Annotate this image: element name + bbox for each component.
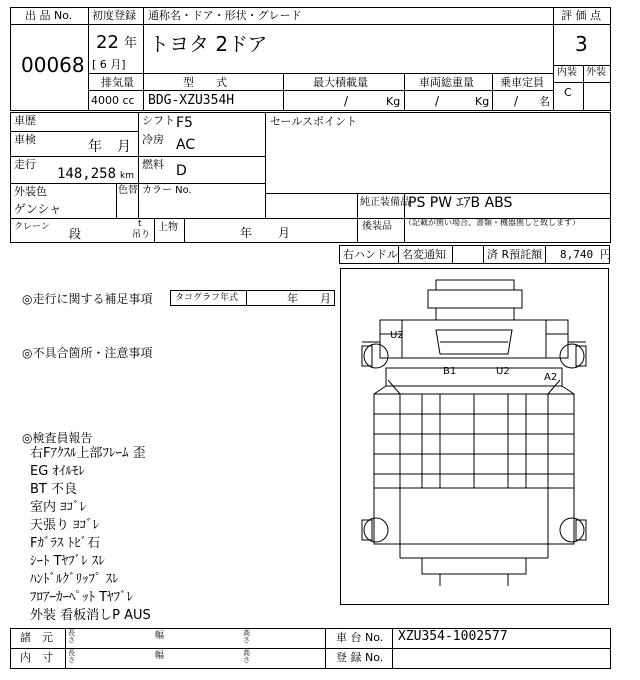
capacity-label: 乗車定員 — [500, 76, 544, 89]
name-label: 通称名・ドア・形状・グレード — [148, 9, 302, 22]
aftermarket-note: （記載が無い場合、書類・機器無しと致します） — [404, 218, 580, 227]
inspector-line: 天張り ﾖｺﾞﾚ — [30, 518, 100, 533]
chassis-no: XZU354-1002577 — [398, 629, 508, 644]
capacity: / — [514, 94, 519, 108]
dims-label: 諸 元 — [20, 631, 53, 644]
interior-grade: C — [564, 86, 572, 99]
name-change-label: 名変通知 — [402, 248, 446, 261]
interior-dims-label: 内 寸 — [20, 651, 53, 664]
gross-weight-unit: Kg — [475, 95, 490, 108]
mileage-unit: km — [120, 171, 134, 181]
inspector-line: BT 不良 — [30, 482, 77, 497]
ac: AC — [176, 137, 196, 153]
max-load-unit: Kg — [386, 95, 401, 108]
displacement-label: 排気量 — [101, 76, 134, 89]
grade-label: 評 価 点 — [561, 9, 601, 22]
crane-lift: 吊り — [132, 230, 151, 240]
tachograph-label: タコグラフ年式 — [175, 293, 239, 303]
car-name: トヨタ 2ドア — [149, 32, 268, 56]
tacho-month: 月 — [320, 292, 331, 305]
diagram-mark-u2-right: U2 — [496, 366, 510, 377]
model-label: 型 式 — [183, 76, 227, 89]
model-code: BDG-XZU354H — [148, 93, 235, 108]
inspector-line: Fｶﾞﾗｽ ﾄﾋﾞ石 — [30, 536, 101, 551]
color-change-label: 色替 — [118, 185, 138, 196]
yen-unit: 円 — [600, 248, 611, 261]
inspector-line: 外装 看板消しP AUS — [30, 608, 151, 623]
shift: F5 — [176, 115, 193, 131]
inspector-line: ﾊﾝﾄﾞﾙｸﾞﾘｯﾌﾟ ｽﾚ — [30, 572, 119, 587]
max-load-label: 最大積載量 — [313, 76, 368, 89]
shift-label: シフト — [142, 114, 175, 127]
tacho-year: 年 — [287, 292, 298, 305]
crane-label: クレーン — [14, 222, 50, 232]
inner-height-label: 高さ — [243, 649, 250, 664]
crane-t: t — [138, 219, 142, 229]
dims-height-label: 高さ — [243, 629, 250, 644]
lot-no: 00068 — [21, 53, 85, 77]
standard-equipment-label: 純正装備品 — [360, 197, 410, 208]
first-reg-year: 22 — [96, 32, 119, 53]
mileage-label: 走行 — [14, 158, 36, 171]
exterior-label: 外装 — [586, 67, 606, 78]
inspection-label: 車検 — [14, 133, 36, 146]
diagram-mark-u2-left: U2 — [390, 330, 404, 341]
deck-year: 年 — [240, 226, 253, 240]
color-no-label: カラー No. — [142, 185, 192, 196]
chassis-label: 車 台 No. — [336, 631, 384, 644]
history-label: 車歴 — [14, 114, 36, 127]
sales-point-label: セールスポイント — [270, 115, 358, 128]
right-hand-flag: 右ハンドル — [343, 248, 398, 261]
gross-weight-label: 車両総重量 — [419, 76, 474, 89]
diagram-mark-a2: A2 — [544, 372, 558, 383]
diagram-mark-b1: B1 — [443, 366, 457, 377]
driving-notes-heading: ◎走行に関する補足事項 — [22, 292, 153, 306]
aftermarket-label: 後装品 — [362, 221, 392, 232]
gross-weight: / — [435, 94, 440, 108]
inner-width-label: 幅 — [155, 651, 165, 661]
overall-grade: 3 — [575, 32, 588, 56]
max-load: / — [344, 94, 349, 108]
ext-color: ゲンシャ — [14, 202, 62, 216]
capacity-unit: 名 — [539, 95, 550, 108]
deck-month: 月 — [278, 226, 291, 240]
displacement: 4000 cc — [91, 94, 135, 107]
inspection-year: 年 — [88, 139, 102, 155]
first-reg-month: [ 6 月] — [92, 58, 126, 71]
recycle-deposit-label: 済 R預託額 — [487, 248, 543, 261]
inspector-heading: ◎検査員報告 — [22, 431, 93, 445]
inspector-line: 室内 ﾖｺﾞﾚ — [30, 500, 87, 515]
inspection-month: 月 — [117, 139, 131, 155]
year-unit: 年 — [124, 36, 138, 51]
inner-length-label: 長さ — [68, 649, 75, 664]
reg-no-label: 登 録 No. — [336, 651, 384, 664]
dims-length-label: 長さ — [68, 629, 75, 644]
inspector-line: EG ｵｲﾙﾓﾚ — [30, 464, 85, 479]
ac-label: 冷房 — [142, 133, 164, 146]
lot-no-label: 出 品 No. — [25, 9, 73, 22]
standard-equipment: PS PW ｴｱB ABS — [408, 195, 513, 211]
mileage: 148,258 — [57, 166, 117, 182]
recycle-deposit-value: 8,740 — [560, 248, 594, 261]
ext-color-label: 外装色 — [14, 185, 47, 198]
inspector-line: ｼｰﾄ Tﾔﾌﾞﾚ ｽﾚ — [30, 554, 105, 569]
defects-heading: ◎不具合箇所・注意事項 — [22, 346, 153, 360]
fuel-label: 燃料 — [142, 158, 164, 171]
truck-diagram — [340, 268, 608, 604]
crane-stage: 段 — [69, 227, 82, 241]
dims-width-label: 幅 — [155, 631, 165, 641]
inspector-line: 右Fｱｸｽﾙ上部ﾌﾚｰﾑ 歪 — [30, 446, 146, 461]
inspector-line: ﾌﾛｱｰｶｰﾍﾟｯﾄ Tﾔﾌﾞﾚ — [30, 590, 134, 605]
interior-label: 内装 — [557, 67, 577, 78]
fuel: D — [176, 163, 187, 179]
deck-label: 上物 — [158, 222, 178, 233]
first-reg-label: 初度登録 — [92, 9, 136, 22]
